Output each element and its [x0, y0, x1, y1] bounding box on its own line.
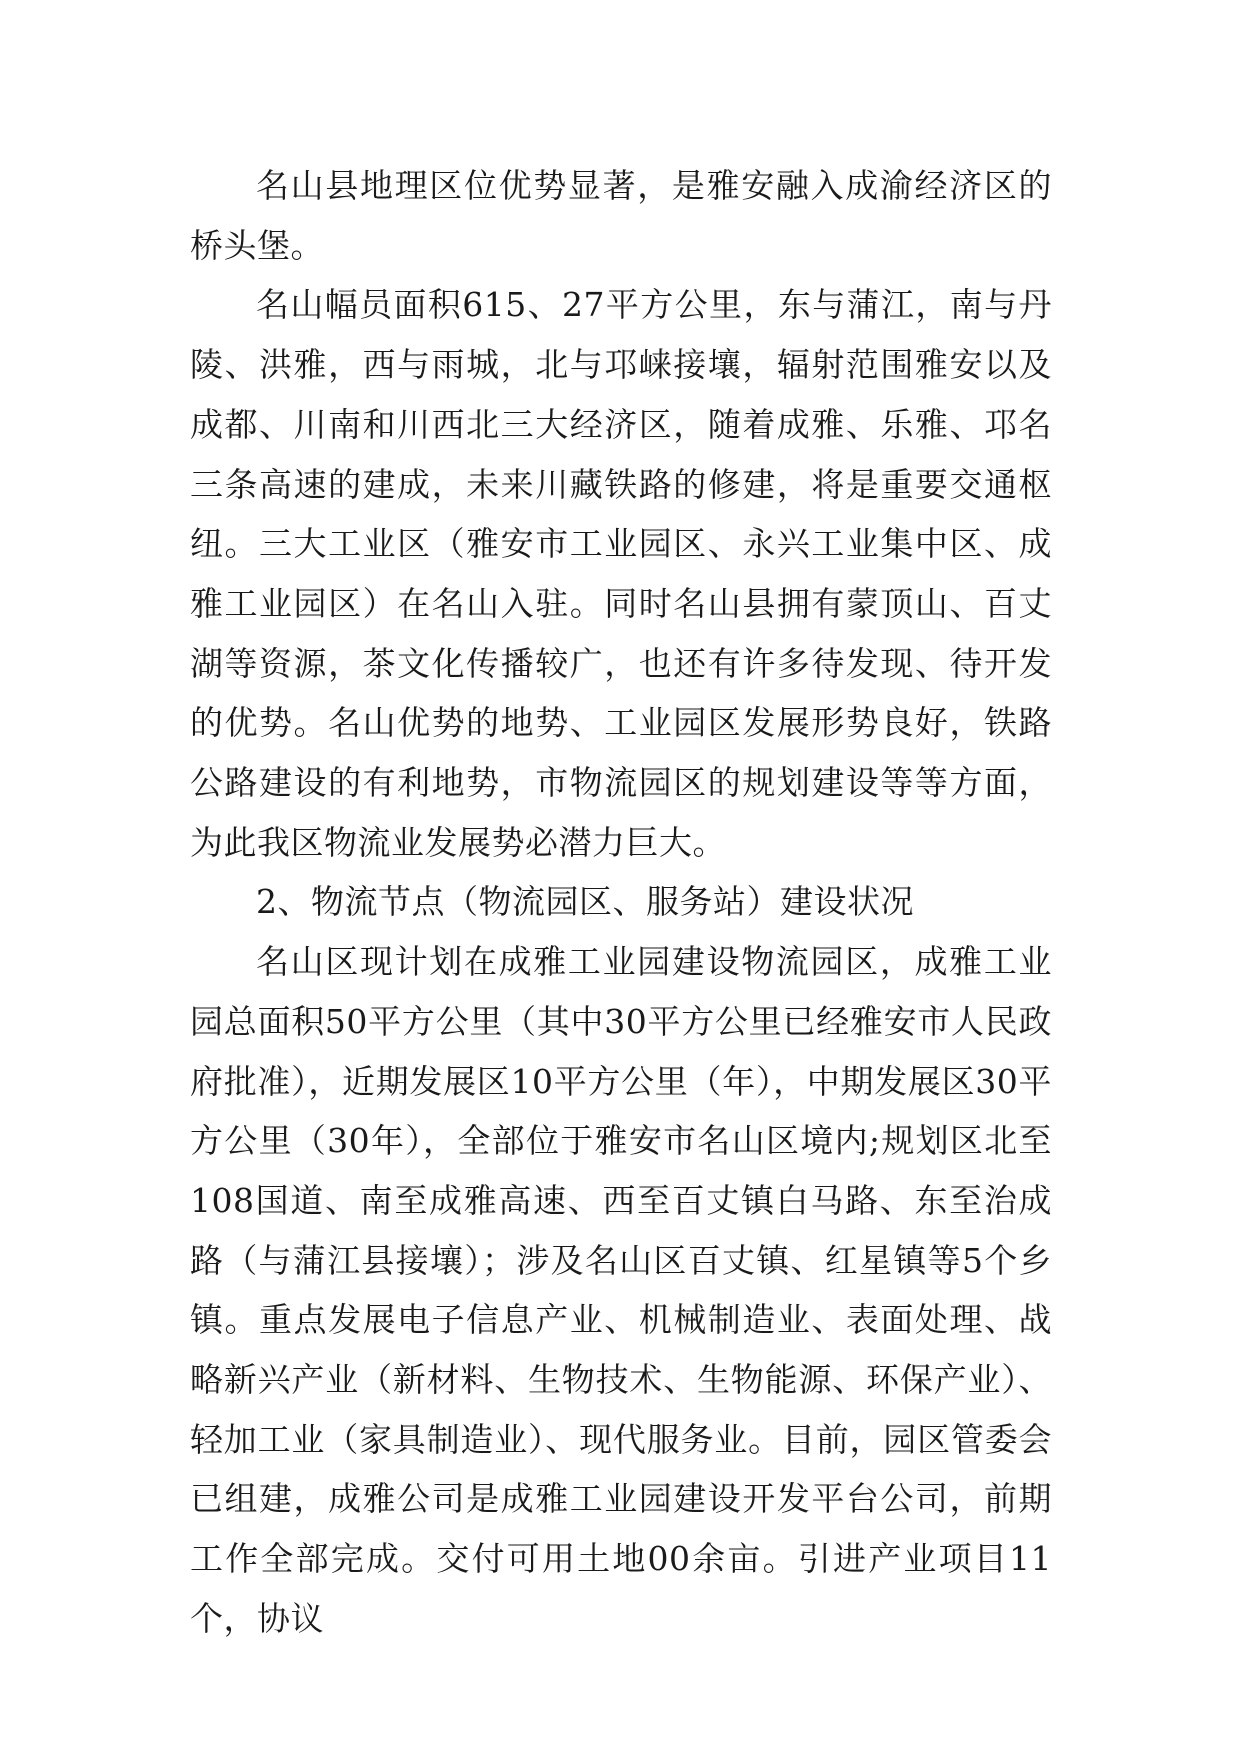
paragraph-logistics-park: 名山区现计划在成雅工业园建设物流园区，成雅工业园总面积50平方公里（其中30平方公里已经雅安市人民政府批准），近期发展区10平方公里（年），中期发展区30平方公里（30年），全部位于雅安市名山区境内;规划区北至108国道、南至成雅高速、西至百丈镇白马路、东至治成路（与蒲江县接壤）；涉及名山区百丈镇、红星镇等5个乡镇。重点发展电子信息产业、机械制造业、表面处理、战略新兴产业（新材料、生物技术、生物能源、环保产业）、轻加工业（家具制造业）、现代服务业。目前，园区管委会已组建，成雅公司是成雅工业园建设开发平台公司，前期工作全部完成。交付可用土地00余亩。引进产业项目11个，协议 [190, 942, 1052, 1638]
section-heading-logistics-nodes: 2、物流节点（物流园区、服务站）建设状况 [256, 882, 914, 922]
paragraph-location-advantage: 名山县地理区位优势显著，是雅安融入成渝经济区的桥头堡。 [190, 166, 1052, 265]
paragraph-area-overview: 名山幅员面积615、27平方公里，东与蒲江，南与丹陵、洪雅，西与雨城，北与邛崃接壤，辐射范围雅安以及成都、川南和川西北三大经济区，随着成雅、乐雅、邛名三条高速的建成，未来川藏铁路的修建，将是重要交通枢纽。三大工业区（雅安市工业园区、永兴工业集中区、成雅工业园区）在名山入驻。同时名山县拥有蒙顶山、百丈湖等资源，茶文化传播较广，也还有许多待发现、待开发的优势。名山优势的地势、工业园区发展形势良好，铁路公路建设的有利地势，市物流园区的规划建设等等方面，为此我区物流业发展势必潜力巨大。 [190, 285, 1052, 862]
document-body [190, 156, 1052, 1649]
